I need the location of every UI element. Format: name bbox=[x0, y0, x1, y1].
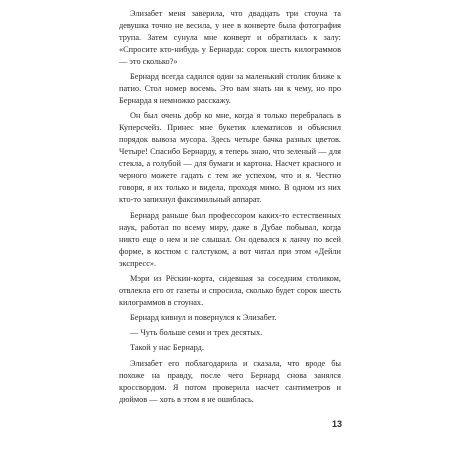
paragraph: Он был очень добр ко мне, когда я только перебралась в Куперсчейз. Принес мне букетик клематисов и объяснил порядок вывоза мусора. Здесь четыре бачка разных цветов. Четыре! Спасибо Бернарду, я теперь знаю, что зеленый — для стекла, а голубой — для бумаги и картона. Насчет красного и черного можете гадать с тем же успехом, что и я. Честно говоря, я их только и видела, проходя мимо. В одном из них кто-то запихнул факсимильный аппарат. bbox=[119, 111, 341, 205]
paragraph: — Чуть больше семи и трех десятых. bbox=[130, 328, 263, 338]
paragraph: Элизабет меня заверила, что двадцать три стоуна та девушка точно не весила, у нее в конверте была фотография трупа. Затем сунула мне конверт и обратилась к залу: «Спросите кто-нибудь у Бернарда: сорок шесть килограммов — это сколько?» bbox=[119, 9, 341, 66]
paragraph: Такой у нас Бернард. bbox=[130, 343, 204, 353]
paragraph: Бернард раньше был профессором каких-то естественных наук, работал по всему миру, даже в Дубае побывал, когда никто еще о нем и не слышал. Он одевался к ланчу по всей форме, в костюм с галстуком, а вот читал при этом «Дейли экспресс». bbox=[119, 210, 341, 268]
body-text bbox=[119, 8, 341, 409]
paragraph: Элизабет его поблагодарила и сказала, что вроде бы похоже на правду, после чего Бернард снова занялся кроссвордом. Я потом проверила насчет сантиметров и дюймов — хоть в этом я не ошиблась. bbox=[119, 358, 341, 404]
paragraph: Мэри из Рёскин-корта, сидевшая за соседним столиком, отвлекла его от газеты и спросила, сколько будет сорок шесть килограммов в стоунах. bbox=[119, 273, 341, 307]
paragraph: Бернард всегда садился один за маленький столик ближе к патио. Стол номер восемь. Это вам знать ни к чему, но про Бернарда я немножко расскажу. bbox=[119, 72, 341, 106]
paragraph: Бернард кивнул и повернулся к Элизабет. bbox=[130, 312, 277, 322]
page-number: 13 bbox=[331, 419, 342, 429]
